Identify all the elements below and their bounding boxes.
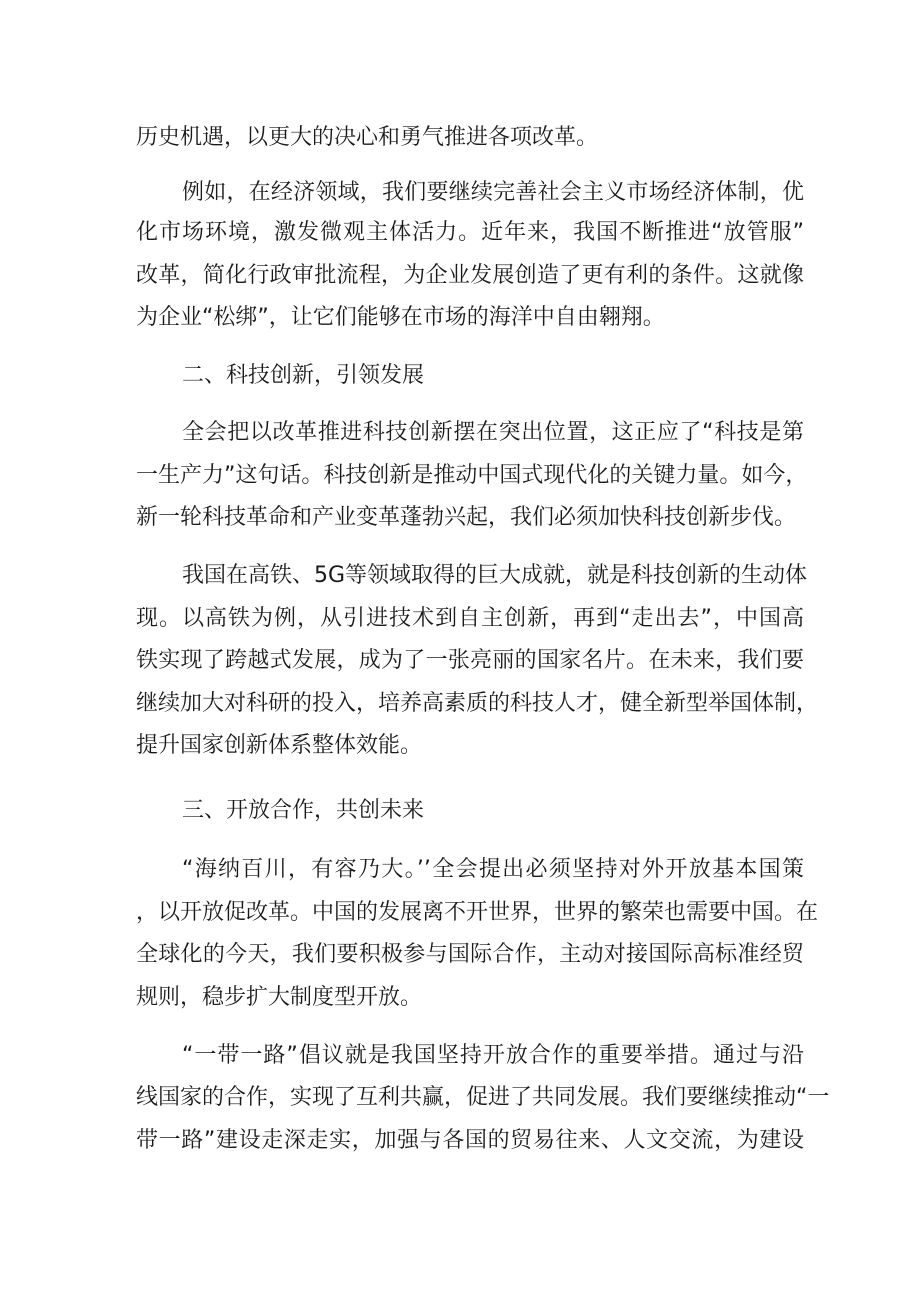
paragraph-line: 为企业“松绑”，让它们能够在市场的海洋中自由翱翔。 <box>136 305 665 330</box>
section-heading: 二、科技创新，引领发展 <box>182 363 425 388</box>
paragraph-line: 改革，简化行政审批流程，为企业发展创造了更有利的条件。这就像 <box>136 263 804 288</box>
paragraph-line: 历史机遇，以更大的决心和勇气推进各项改革。 <box>136 125 599 150</box>
paragraph-line: “一带一路”倡议就是我国坚持开放合作的重要举措。通过与沿 <box>182 1043 804 1068</box>
paragraph-line: 铁实现了跨越式发展，成为了一张亮丽的国家名片。在未来，我们要 <box>136 648 804 673</box>
section-heading: 三、开放合作，共创未来 <box>182 798 425 823</box>
paragraph-line: 例如，在经济领域，我们要继续完善社会主义市场经济体制，优 <box>182 180 804 205</box>
paragraph-line: 我国在高铁、5G等领域取得的巨大成就，就是科技创新的生动体 <box>182 563 808 588</box>
paragraph-line: 一生产力”这句话。科技创新是推动中国式现代化的关键力量。如今， <box>136 463 808 488</box>
paragraph-line: 全会把以改革推进科技创新摆在突出位置，这正应了“科技是第 <box>182 420 804 445</box>
paragraph-line: 提升国家创新体系整体效能。 <box>136 733 423 758</box>
paragraph-line: 化市场环境，激发微观主体活力。近年来，我国不断推进“放管服” <box>136 220 804 245</box>
paragraph-line: ，以开放促改革。中国的发展离不开世界，世界的繁荣也需要中国。在 <box>136 900 819 925</box>
paragraph-line: 继续加大对科研的投入，培养高素质的科技人才，健全新型举国体制， <box>136 691 819 716</box>
paragraph-line: 新一轮科技革命和产业变革蓬勃兴起，我们必须加快科技创新步伐。 <box>136 505 797 530</box>
paragraph-line: 规则，稳步扩大制度型开放。 <box>136 985 423 1010</box>
paragraph-line: 带一路”建设走深走实，加强与各国的贸易往来、人文交流，为建设 <box>136 1128 804 1153</box>
paragraph-line: 全球化的今天，我们要积极参与国际合作，主动对接国际高标准经贸 <box>136 942 804 967</box>
paragraph-line: 现。以高铁为例，从引进技术到自主创新，再到“走出去”，中国高 <box>136 606 804 631</box>
paragraph-line: 线国家的合作，实现了互利共赢，促进了共同发展。我们要继续推动“一 <box>136 1085 830 1110</box>
paragraph-line: “海纳百川，有容乃大。’’全会提出必须坚持对外开放基本国策 <box>182 857 804 882</box>
